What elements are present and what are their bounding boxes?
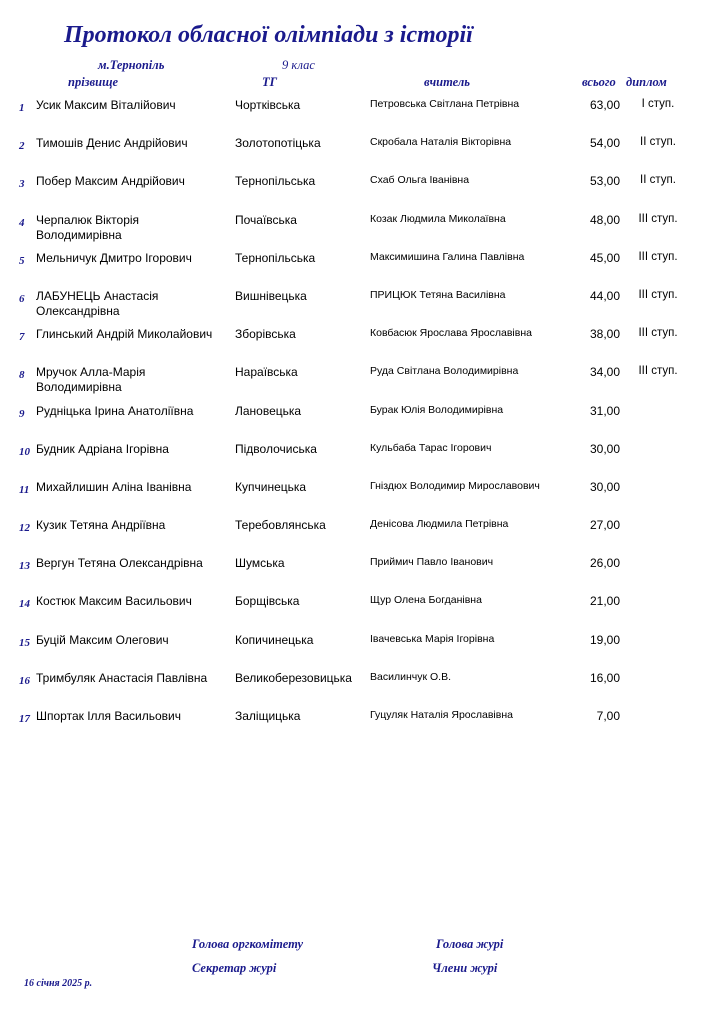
table-row [0,287,725,325]
teacher-name: Бурак Юлія Володимирівна [370,403,504,416]
row-number: 9 [19,407,25,420]
community-name: Підволочиська [235,441,317,456]
row-number: 17 [19,713,30,725]
participant-name: Тримбуляк Анастасія Павлівна [36,670,208,685]
diploma-level: III ступ. [638,288,678,301]
diploma-level: I ступ. [641,98,675,110]
community-name: Тернопільська [235,174,316,189]
row-number: 15 [19,636,30,649]
total-score: 27,00 [589,518,620,533]
jury-members-label: Члени журі [432,961,498,975]
total-score: 54,00 [589,136,620,151]
table-row [0,363,725,401]
community-name: Почаївська [235,212,297,227]
teacher-name: Гніздюх Володимир Мирославович [370,479,540,492]
participant-name: Вергун Тетяна Олександрівна [36,556,203,571]
column-header-surname: прізвище [68,75,119,89]
teacher-name: Денісова Людмила Петрівна [370,518,509,531]
diploma-level: II ступ. [640,174,676,187]
community-name: Чортківська [235,98,301,112]
row-number: 3 [19,178,25,191]
jury-head-label: Голова журі [436,937,504,951]
table-row [0,402,725,440]
total-score: 21,00 [589,594,620,609]
total-score: 45,00 [589,250,620,265]
community-name: Вишнівецька [235,288,307,303]
participant-name: Тимошів Денис Андрійович [36,136,188,151]
column-header-tg: ТГ [262,75,278,89]
teacher-name: Івачевська Марія Ігорівна [370,632,495,645]
row-number: 4 [19,216,25,229]
diploma-level: III ступ. [638,327,678,340]
grade-label: 9 клас [282,58,315,72]
teacher-name: Руда Світлана Володимирівна [370,365,519,378]
participant-name: Шпортак Ілля Васильович [36,709,182,723]
participant-name: Побер Максим Андрійович [36,174,185,189]
table-row [0,631,725,669]
participant-name: Буцій Максим Олегович [36,632,169,647]
table-row [0,211,725,249]
total-score: 38,00 [589,327,620,342]
teacher-name: ПРИЦЮК Тетяна Василівна [370,288,506,301]
row-number: 8 [19,369,25,382]
total-score: 31,00 [589,403,620,418]
table-row [0,707,725,745]
participant-name: Глинський Андрій Миколайович [36,327,213,342]
teacher-name: Козак Людмила Миколаївна [370,212,506,225]
date-label: 16 січня 2025 р. [24,978,93,989]
participant-name: Костюк Максим Васильович [36,594,192,609]
page-title: Протокол обласної олімпіади з історії [64,22,473,48]
teacher-name: Гуцуляк Наталія Ярославівна [370,709,513,721]
participant-name: Михайлишин Аліна Іванівна [36,479,192,494]
row-number: 1 [19,102,25,114]
row-number: 10 [19,445,30,458]
table-row [0,516,725,554]
table-row [0,440,725,478]
community-name: Зборівська [235,327,296,342]
teacher-name: Кульбаба Тарас Ігорович [370,441,492,454]
participant-name: Мручок Алла-Марія Володимирівна [36,365,146,395]
total-score: 30,00 [589,479,620,494]
community-name: Великоберезовицька [235,670,352,685]
column-header-teacher: вчитель [424,75,471,89]
org-committee-head-label: Голова оргкомітету [192,937,304,951]
participant-name: Черпалюк Вікторія Володимирівна [36,212,140,242]
community-name: Лановецька [235,403,302,418]
participant-name: Мельничук Дмитро Ігорович [36,250,192,265]
teacher-name: Скробала Наталія Вікторівна [370,136,512,149]
community-name: Заліщицька [235,709,301,723]
table-row [0,249,725,287]
community-name: Копичинецька [235,632,314,647]
row-number: 6 [19,292,25,305]
table-row [0,478,725,516]
row-number: 14 [19,598,30,611]
participant-name: Кузик Тетяна Андріївна [36,518,166,533]
column-header-total: всього [582,75,616,89]
total-score: 34,00 [589,365,620,380]
community-name: Борщівська [235,594,300,609]
teacher-name: Петровська Світлана Петрівна [370,98,520,110]
total-score: 63,00 [589,98,620,112]
teacher-name: Василинчук О.В. [370,670,451,683]
row-number: 5 [19,254,25,267]
total-score: 16,00 [589,670,620,685]
row-number: 16 [19,674,30,687]
column-header-diploma: диплом [626,75,667,89]
row-number: 2 [19,140,25,153]
table-row [0,325,725,363]
city-label: м.Тернопіль [98,58,165,72]
total-score: 30,00 [589,441,620,456]
diploma-level: III ступ. [638,212,678,225]
community-name: Тернопільська [235,250,316,265]
teacher-name: Максимишина Галина Павлівна [370,250,525,263]
table-row [0,96,725,134]
results-table [0,96,725,745]
community-name: Шумська [235,556,285,571]
row-number: 13 [19,560,30,573]
teacher-name: Щур Олена Богданівна [370,594,482,607]
total-score: 53,00 [589,174,620,189]
table-row [0,554,725,592]
community-name: Купчинецька [235,479,307,494]
community-name: Золотопотіцька [235,136,321,151]
row-number: 11 [19,483,30,496]
row-number: 7 [19,331,25,344]
jury-secretary-label: Секретар журі [192,961,277,975]
participant-name: Будник Адріана Ігорівна [36,441,169,456]
total-score: 7,00 [596,709,620,723]
table-row [0,669,725,707]
table-row [0,592,725,630]
diploma-level: II ступ. [640,136,676,149]
community-name: Теребовлянська [235,518,326,533]
total-score: 19,00 [589,632,620,647]
total-score: 48,00 [589,212,620,227]
table-row [0,134,725,172]
teacher-name: Схаб Ольга Іванівна [370,174,470,187]
participant-name: Усик Максим Віталійович [36,98,176,112]
teacher-name: Приймич Павло Іванович [370,556,494,569]
participant-name: Рудніцька Ірина Анатоліївна [36,403,194,418]
diploma-level: III ступ. [638,365,678,378]
diploma-level: III ступ. [638,250,678,263]
teacher-name: Ковбасюк Ярослава Ярославівна [370,327,532,340]
total-score: 26,00 [589,556,620,571]
participant-name: ЛАБУНЕЦЬ Анастасія Олександрівна [36,288,159,318]
row-number: 12 [19,522,30,535]
total-score: 44,00 [589,288,620,303]
community-name: Нараївська [235,365,298,380]
table-row [0,172,725,210]
